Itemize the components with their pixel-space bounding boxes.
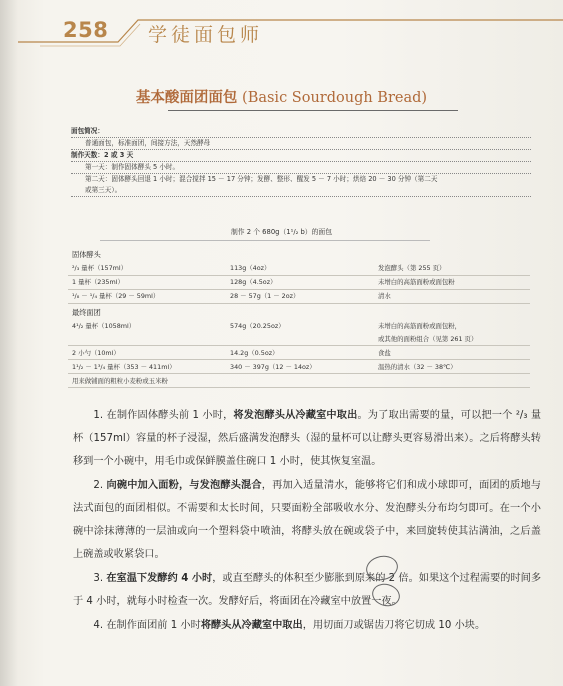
step-paragraph xyxy=(73,614,541,637)
ingredient-cell: 未增白的高筋面粉或面包粉， xyxy=(378,321,462,330)
ingredient-table xyxy=(68,246,530,388)
ingredient-cell: 发泡酵头（第 255 页） xyxy=(374,262,530,276)
step-text: 4. 在制作面团前 1 小时 xyxy=(93,620,201,631)
weight-cell: 128g（4.5oz） xyxy=(226,275,374,289)
table-row xyxy=(68,346,530,360)
table-row xyxy=(68,262,530,276)
ingredient-cell: 或其他的面粉组合（见第 261 页） xyxy=(374,332,530,346)
weight-cell: 14.2g（0.5oz） xyxy=(226,346,374,360)
step-text: 。为了取出需要的量，可以把一个 ²/₃ 量杯（157ml）容量的杯子浸湿，然后盛满发泡酵头（湿的量杯可以让酵头更容易滑出来）。之后将酵头转移到一个小碗中，用毛巾或保鲜膜盖住碗口 1 小时，使其恢复室温。 xyxy=(73,410,542,467)
step-paragraph xyxy=(73,567,541,613)
volume-cell xyxy=(68,332,226,346)
volume-cell: ¹/₈ － ¹/₄ 量杯（29 － 59ml） xyxy=(68,289,226,303)
profile-text: 普通面包，标准面团，间接方法，天然酵母 xyxy=(85,139,211,147)
weight-cell: 113g（4oz） xyxy=(226,262,374,276)
table-row xyxy=(68,275,530,289)
table-section-header xyxy=(68,303,530,319)
step-emphasis: 向碗中加入面粉，与发泡酵头混合 xyxy=(106,480,262,491)
final-dough-heading: 最终面团 xyxy=(72,307,101,317)
table-row xyxy=(68,289,530,303)
step-text: 3. xyxy=(93,573,107,584)
ingredient-cell: 温热的清水（32 － 38℃） xyxy=(374,360,530,374)
firm-starter-heading: 固体酵头 xyxy=(72,250,101,259)
weight-cell: 574g（20.25oz） xyxy=(230,321,285,330)
step-emphasis: 将酵头从冷藏室中取出 xyxy=(200,620,303,631)
yield-line: 制作 2 个 680g（1¹/₂ b）的面包 xyxy=(230,228,332,236)
volume-cell: 4¹/₂ 量杯（1058ml） xyxy=(72,321,136,330)
recipe-title-chinese: 基本酸面团面包 xyxy=(135,90,238,106)
instructions xyxy=(73,404,541,638)
step-text: 1. 在制作固体酵头前 1 小时， xyxy=(93,410,234,421)
weight-cell: 340 － 397g（12 － 14oz） xyxy=(226,360,374,374)
profile-heading: 面包简况： xyxy=(71,127,104,135)
table-row xyxy=(68,319,530,332)
ingredient-cell: 食盐 xyxy=(374,346,530,360)
dusting-note-cell: 用来做铺面的粗粒小麦粉或玉米粉 xyxy=(68,374,530,388)
step-emphasis: 将发泡酵头从冷藏室中取出 xyxy=(233,410,358,421)
step-paragraph xyxy=(73,474,541,566)
step-text: ，或直至酵头的体积至少膨胀到原来的 2 倍。如果这个过程需要的时间多于 4 小时，就每小时检查一次。发酵好后，将面团在冷藏室中放置一夜。 xyxy=(73,573,542,607)
book-title: 学徒面包师 xyxy=(148,24,264,46)
step-text: ，再加入适量清水，能够将它们和成小球即可，面团的质地与法式面包的面团相似。不需要和太长时间，只要面粉全部吸收水分、发泡酵头分布均匀即可。在一个小碗中涂抹薄薄的一层油或向一个塑料袋中喷油，将酵头放在碗或袋子中，来回旋转使其沾满油，之后盖上碗盖或收紧袋口。 xyxy=(73,480,541,560)
weight-cell: 28 － 57g（1 － 2oz） xyxy=(226,289,374,303)
step-paragraph xyxy=(73,404,541,473)
divider xyxy=(100,240,430,241)
table-section-header xyxy=(68,246,530,262)
divider xyxy=(71,196,531,197)
day-two-text: 第二天：固体酵头回退 1 小时；混合搅拌 15 － 17 分钟；发酵、整形、醒发 5 － 7 小时；烘焙 20 － 30 分钟（第二天 xyxy=(85,175,438,183)
volume-cell: 2 小勺（10ml） xyxy=(68,346,226,360)
recipe-title xyxy=(0,86,563,107)
table-row xyxy=(68,360,530,374)
day-two-continued: 或第三天）。 xyxy=(85,186,122,194)
volume-cell: 1 量杯（235ml） xyxy=(68,275,226,289)
recipe-title-english: (Basic Sourdough Bread) xyxy=(242,90,428,106)
days-heading: 制作天数：2 或 3 天 xyxy=(71,151,134,159)
volume-cell: 1¹/₂ － 1³/₄ 量杯（353 － 411ml） xyxy=(68,360,226,374)
page-number: 258 xyxy=(63,18,109,42)
day-one-text: 第一天：制作固体酵头 5 小时。 xyxy=(85,163,180,171)
step-text: ，用切面刀或锯齿刀将它切成 10 小块。 xyxy=(302,620,486,631)
step-text: 2. xyxy=(93,480,107,491)
ingredient-cell: 清水 xyxy=(374,289,530,303)
ingredient-cell: 未增白的高筋面粉或面包粉 xyxy=(374,275,530,289)
weight-cell xyxy=(226,332,374,346)
recipe-overview xyxy=(71,126,531,197)
step-emphasis: 在室温下发酵约 4 小时 xyxy=(106,573,213,584)
title-underline xyxy=(168,110,458,111)
table-row xyxy=(68,374,530,388)
volume-cell: ²/₃ 量杯（157ml） xyxy=(68,262,226,276)
table-row xyxy=(68,332,530,346)
